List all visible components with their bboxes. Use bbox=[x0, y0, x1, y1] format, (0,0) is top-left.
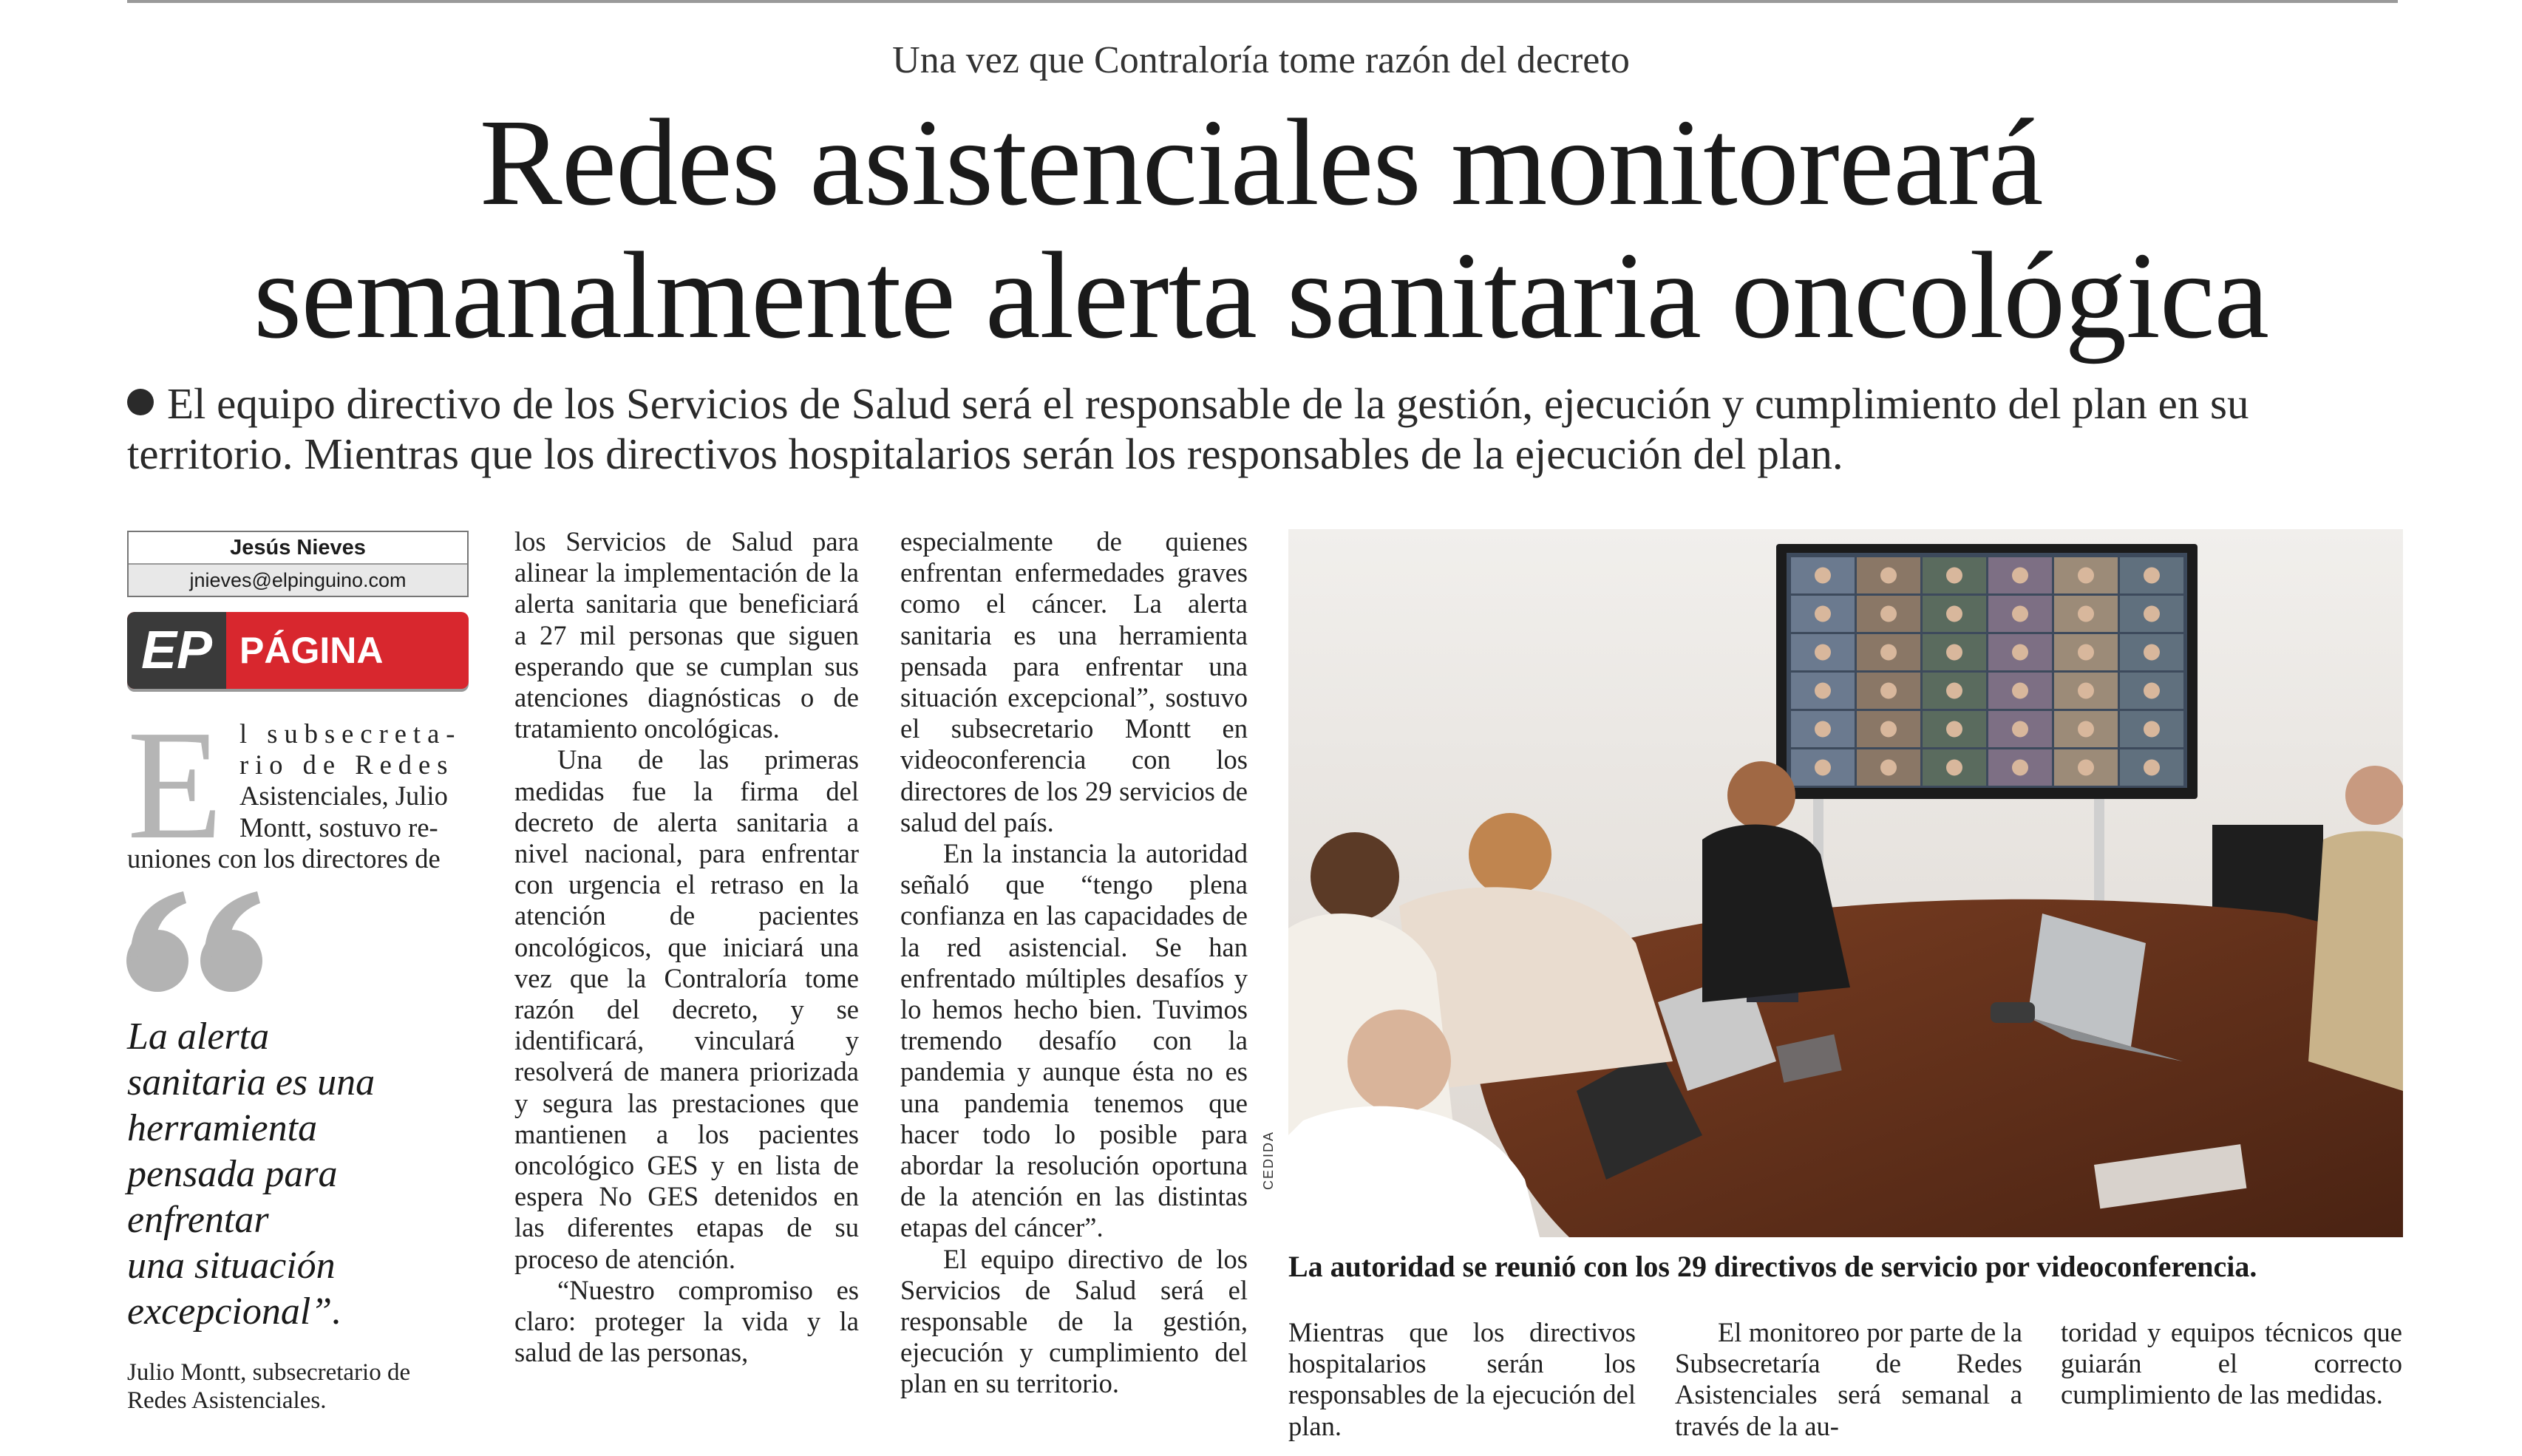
video-tile-participant bbox=[1815, 760, 1831, 776]
video-tile-participant bbox=[1880, 760, 1897, 776]
deck bbox=[127, 378, 2402, 479]
byline-author: Jesús Nieves bbox=[129, 532, 467, 565]
video-tile-participant bbox=[1946, 683, 1962, 699]
pull-quote bbox=[127, 1014, 469, 1335]
video-tile-participant bbox=[2078, 568, 2094, 584]
top-rule bbox=[127, 0, 2398, 3]
paragraph: El equipo directivo de los Servicios de Salud será el responsable de la gestión, ejecución y cumplimiento del plan en su territorio. bbox=[900, 1243, 1248, 1399]
video-tile-participant bbox=[1946, 568, 1962, 584]
kicker: Una vez que Contraloría tome razón del decreto bbox=[892, 39, 1630, 81]
article-column-2 bbox=[514, 526, 859, 1368]
photo-credit: CEDIDA bbox=[1261, 1131, 1276, 1191]
bullet-icon bbox=[127, 389, 154, 415]
web-page-badge[interactable] bbox=[127, 612, 469, 689]
video-tile-participant bbox=[1880, 721, 1897, 738]
paragraph: los Servicios de Salud para alinear la implementación de la alerta sanitaria que beneficiará a 27 mil personas que siguen esperando que se cumplan sus atenciones diagnósticas o de tratamiento oncológicas. bbox=[514, 526, 859, 744]
article-column-6 bbox=[2061, 1317, 2402, 1411]
video-tile-participant bbox=[2078, 683, 2094, 699]
article-column-3 bbox=[900, 526, 1248, 1400]
pull-quote-line: herramienta bbox=[127, 1107, 318, 1149]
video-tile-participant bbox=[2012, 721, 2028, 738]
video-tile-participant bbox=[1946, 606, 1962, 622]
video-tile-participant bbox=[2078, 644, 2094, 661]
video-tile-participant bbox=[1880, 644, 1897, 661]
video-tile-participant bbox=[2078, 760, 2094, 776]
video-tile-participant bbox=[1880, 606, 1897, 622]
video-tile-participant bbox=[1815, 606, 1831, 622]
intro-line: l subsecreta- bbox=[239, 718, 462, 749]
video-tile-participant bbox=[1880, 683, 1897, 699]
intro-line: uniones con los directores de bbox=[127, 843, 441, 874]
video-tile-participant bbox=[2144, 606, 2160, 622]
meeting-photo bbox=[1288, 529, 2403, 1237]
video-tile-participant bbox=[2078, 721, 2094, 738]
byline-box bbox=[127, 531, 469, 597]
video-tile-participant bbox=[2012, 760, 2028, 776]
paragraph: Mientras que los directivos hospitalarios serán los responsables de la ejecución del plan. bbox=[1288, 1317, 1636, 1441]
paragraph: “Nuestro compromiso es claro: proteger la vida y la salud de las personas, bbox=[514, 1274, 859, 1368]
article-intro bbox=[127, 698, 469, 874]
video-tile-participant bbox=[1815, 721, 1831, 738]
drop-cap: E bbox=[127, 698, 223, 871]
article-column-5 bbox=[1675, 1317, 2022, 1442]
ep-logo: EP bbox=[127, 612, 226, 689]
deck-text: El equipo directivo de los Servicios de Salud será el responsable de la gestión, ejecución y cumplimiento del plan en su territorio. Mientras que los directivos hospitalarios serán los responsables de la ejecución del plan. bbox=[127, 379, 2249, 478]
video-tile-participant bbox=[2144, 760, 2160, 776]
paragraph: especialmente de quienes enfrentan enfermedades graves como el cáncer. La alerta sanitaria es una herramienta pensada para enfrentar una situación excepcional”, sostuvo el subsecretario Montt en videoconferencia con los directores de los 29 servicios de salud del país. bbox=[900, 526, 1248, 837]
video-tile-participant bbox=[2144, 683, 2160, 699]
video-tile-participant bbox=[1946, 760, 1962, 776]
video-tile-participant bbox=[2012, 683, 2028, 699]
paragraph: toridad y equipos técnicos que guiarán el correcto cumplimiento de las medidas. bbox=[2061, 1317, 2402, 1410]
video-tile-participant bbox=[2144, 644, 2160, 661]
video-tile-participant bbox=[1815, 568, 1831, 584]
paragraph: El monitoreo por parte de la Subsecretaría de Redes Asistenciales será semanal a través de la au- bbox=[1675, 1317, 2022, 1441]
video-tile-participant bbox=[2144, 568, 2160, 584]
paragraph: Una de las primeras medidas fue la firma del decreto de alerta sanitaria a nivel nacional, para enfrentar con urgencia el retraso en la atención de pacientes oncológicos, que iniciará una vez que la Contraloría tome razón del decreto, y se identificará, vinculará y resolverá de manera priorizada y segura las prestaciones que mantienen a los pacientes oncológico GES y en lista de espera No GES detenidos en las diferentes etapas de su proceso de atención. bbox=[514, 744, 859, 1274]
intro-line: Asistenciales, Julio bbox=[239, 780, 448, 812]
pull-quote-line: La alerta bbox=[127, 1016, 270, 1058]
pull-quote-line: pensada para bbox=[127, 1153, 338, 1195]
byline-email[interactable]: jnieves@elpinguino.com bbox=[129, 565, 467, 596]
pull-quote-line: enfrentar bbox=[127, 1199, 269, 1241]
double-quote-mark-icon bbox=[124, 887, 272, 1005]
video-tile-participant bbox=[1815, 683, 1831, 699]
video-tile-participant bbox=[2012, 606, 2028, 622]
web-page-label: PÁGINA bbox=[239, 630, 382, 671]
video-tile-participant bbox=[2144, 721, 2160, 738]
video-tile-participant bbox=[2012, 568, 2028, 584]
pull-quote-line: una situación bbox=[127, 1245, 336, 1287]
pull-quote-line: sanitaria es una bbox=[127, 1061, 375, 1103]
headline bbox=[0, 96, 2522, 362]
video-tile-participant bbox=[1946, 721, 1962, 738]
video-tile-participant bbox=[2012, 644, 2028, 661]
video-tile-participant bbox=[1880, 568, 1897, 584]
headline-line-1: Redes asistenciales monitoreará bbox=[479, 94, 2043, 231]
paragraph: En la instancia la autoridad señaló que “tengo plena confianza en las capacidades de la red asistencial. Se han enfrentado múltiples desafíos y lo hemos hecho bien. Tuvimos tremendo desafío con la pandemia y aunque ésta no es una pandemia tenemos que hacer todo lo posible para abordar la resolución oportuna de la atención en las distintas etapas del cáncer”. bbox=[900, 838, 1248, 1243]
intro-line: Montt, sostuvo re- bbox=[239, 812, 438, 843]
photo-illustration bbox=[1288, 529, 2403, 1237]
intro-line: rio de Redes bbox=[239, 749, 455, 780]
video-tile-participant bbox=[2078, 606, 2094, 622]
headline-line-2: semanalmente alerta sanitaria oncológica bbox=[253, 227, 2268, 364]
pull-quote-line: excepcional”. bbox=[127, 1290, 342, 1333]
video-tile-participant bbox=[1946, 644, 1962, 661]
pull-quote-credit: Julio Montt, subsecretario de Redes Asistenciales. bbox=[127, 1359, 411, 1414]
article-column-4 bbox=[1288, 1317, 1636, 1442]
photo-caption: La autoridad se reunió con los 29 directivos de servicio por videoconferencia. bbox=[1288, 1250, 2257, 1283]
video-tile-participant bbox=[1815, 644, 1831, 661]
